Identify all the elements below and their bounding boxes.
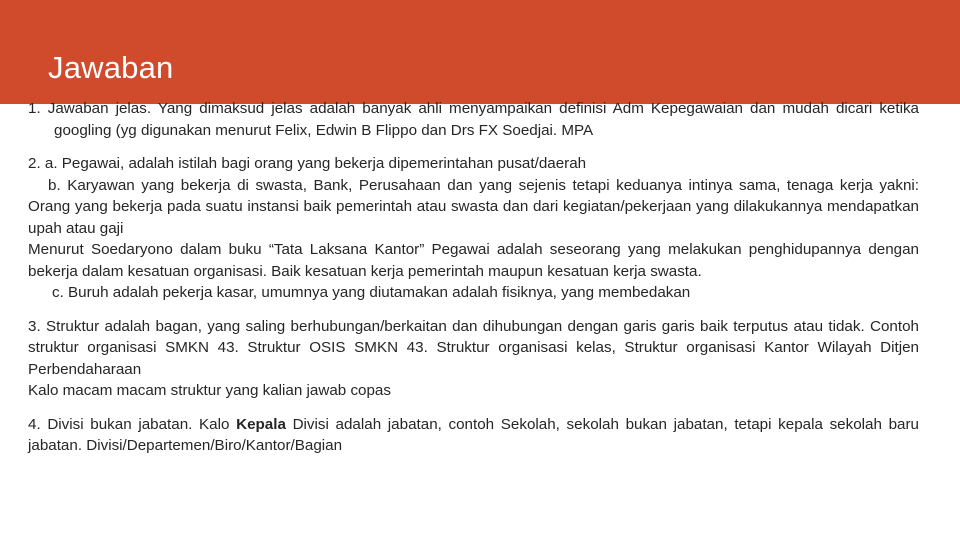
- slide-title: Jawaban: [48, 50, 174, 85]
- answer-1: 1. Jawaban jelas. Yang dimaksud jelas adalah banyak ahli menyampaikan definisi Adm Kepegawaian dan mudah dicari ketika googling (yg digunakan menurut Felix, Edwin B Flippo dan Drs FX Soedjai. MPA: [28, 100, 919, 139]
- answer-3-note: Kalo macam macam struktur yang kalian jawab copas: [28, 382, 391, 399]
- answer-3: 3. Struktur adalah bagan, yang saling berhubungan/berkaitan dan dihubungan dengan garis garis baik terputus atau tidak. Contoh struktur organisasi SMKN 43. Struktur OSIS SMKN 43. Struktur organisasi kelas, Struktur organisasi Kantor Wilayah Ditjen Perbendaharaan: [28, 317, 919, 378]
- answer-2a: 2. a. Pegawai, adalah istilah bagi orang yang bekerja dipemerintahan pusat/daerah: [28, 155, 587, 172]
- answer-2c: c. Buruh adalah pekerja kasar, umumnya yang diutamakan adalah fisiknya, yang membedakan: [52, 284, 691, 301]
- answer-2c-paragraph: [28, 282, 919, 304]
- answer-4-end: Divisi adalah jabatan, contoh Sekolah, sekolah bukan jabatan, tetapi kepala sekolah baru jabatan. Divisi/Departemen/Biro/Kantor/Bagian: [28, 415, 919, 454]
- answer-4: [28, 414, 919, 457]
- answer-2-quote: Menurut Soedaryono dalam buku “Tata Laksana Kantor” Pegawai adalah seseorang yang melakukan penghidupannya dengan bekerja dalam kesatuan organisasi. Baik kesatuan kerja pemerintah maupun kesatuan kerja swasta.: [28, 241, 919, 280]
- answer-2b-paragraph: [28, 175, 919, 240]
- answer-2b: b. Karyawan yang bekerja di swasta, Bank, Perusahaan dan yang sejenis tetapi keduanya intinya sama, tenaga kerja yakni: Orang yang bekerja pada suatu instansi baik pemerintah atau swasta dan dari kegiatan/pekerjaan yang dilakukannya mendapatkan upah atau gaji: [28, 176, 919, 237]
- answer-4-start: 4. Divisi bukan jabatan. Kalo: [28, 415, 237, 433]
- slide-body: [28, 98, 919, 457]
- answer-4-bold-word: Kepala: [236, 415, 286, 433]
